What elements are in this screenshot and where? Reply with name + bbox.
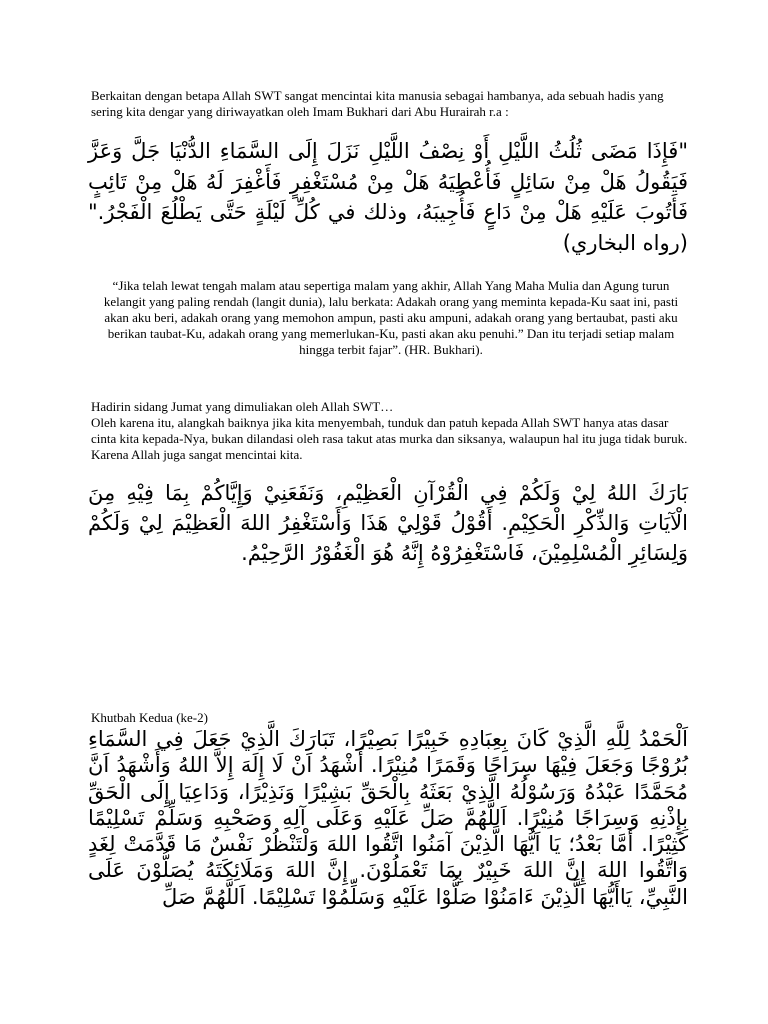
khutbah-arabic-text: اَلْحَمْدُ لِلَّهِ الَّذِيْ كَانَ بِعِبَادِهِ خَبِيْرًا بَصِيْرًا، تَبَارَكَ الَّذِيْ جَعَلَ فِي السَّمَاءِ بُرُوْجًا وَجَعَلَ فِيْهَا سِرَاجًا وَقَمَرًا مُنِيْرًا. أَشْهَدُ اَنْ لَا إِلَهَ إِلاَّ اللهُ وَأَشْهَدُ اَنَّ مُحَمَّدًا عَبْدُهُ وَرَسُوْلُهُ الَّذِيْ بَعَثَهُ بِالْحَقِّ بَشِيْرًا وَنَذِيْرًا، وَدَاعِيَا إِلَى الْحَقِّ بِإِذْنِهِ وَسِرَاجًا مُنِيْرًا. اَللَّهُمَّ صَلِّ عَلَيْهِ وَعَلَى آلِهِ وَصَحْبِهِ وَسَلِّمْ تَسْلِيْمًا كَثِيْرًا. أَمَّا بَعْدُ؛ يَا اَيُّهَا الَّذِيْنَ آمَنُوا اتَّقُوا اللهَ وَلْتَنْظُرْ نَفْسٌ مَا قَدَّمَتْ لِغَدٍ وَاتَّقُوا اللهَ إِنَّ اللهَ خَبِيْرٌ بِمَا تَعْمَلُوْنَ. إِنَّ اللهَ وَمَلَائِكَتَهُ يُصَلُّوْنَ عَلَى النَّبِيِّ، يَاأَيُّهَا الَّذِيْنَ ءَامَنُوْا صَلُّوْا عَلَيْهِ وَسَلِّمُوْا تَسْلِيْمًا. اَللَّهُمَّ صَلِّ xyxy=(88,727,688,909)
body-paragraph: Oleh karena itu, alangkah baiknya jika kita menyembah, tunduk dan patuh kepada Allah SWT hanya atas dasar cinta kita kepada-Nya, bukan dilandasi oleh rasa takut atas murka dan siksanya, walaupun hal itu juga tidak buruk. Karena Allah juga sangat mencintai kita. xyxy=(91,415,688,462)
hadith-translation-paragraph: “Jika telah lewat tengah malam atau sepertiga malam yang akhir, Allah Yang Maha Mulia dan Agung turun kelangit yang paling rendah (langit dunia), lalu berkata: Adakah orang yang meminta kepada-Ku saat ini, pasti akan aku beri, adakah orang yang memohon ampun, pasti aku ampuni, adakah orang yang bertaubat, pasti aku berikan taubat-Ku, adakah orang yang memerlukan-Ku, pasti akan aku penuhi.” Dan itu terjadi setiap malam hingga terbit fajar”. (HR. Bukhari). xyxy=(103,278,679,357)
hadirin-greeting: Hadirin sidang Jumat yang dimuliakan oleh Allah SWT… xyxy=(91,399,394,414)
doa-arabic-text: بَارَكَ اللهُ لِيْ وَلَكُمْ فِي الْقُرْآنِ الْعَظِيْمِ، وَنَفَعَنِيْ وَإِيَّاكُمْ بِمَا فِيْهِ مِنَ الْآيَاتِ وَالذِّكْرِ الْحَكِيْمِ. أَقُوْلُ قَوْلِيْ هَذَا وَأَسْتَغْفِرُ اللهَ الْعَظِيْمَ لِيْ وَلَكُمْ وَلِسَائِرِ الْمُسْلِمِيْنَ، فَاسْتَغْفِرُوْهُ إِنَّهُ هُوَ الْغَفُوْرُ الرَّحِيْمُ. xyxy=(88,481,688,565)
intro-paragraph: Berkaitan dengan betapa Allah SWT sangat mencintai kita manusia sebagai hambanya, ada sebuah hadis yang sering kita dengar yang diriwayatkan oleh Imam Bukhari dari Abu Hurairah r.a : xyxy=(91,88,664,119)
hadith-arabic-text: "فَإِذَا مَضَى ثُلُثُ اللَّيْلِ أَوْ نِصْفُ اللَّيْلِ نَزَلَ إِلَى السَّمَاءِ الدُّنْيَا جَلَّ وَعَزَّ فَيَقُولُ هَلْ مِنْ سَائِلٍ فَأُعْطِيَهُ هَلْ مِنْ مُسْتَغْفِرٍ فَأَغْفِرَ لَهُ هَلْ مِنْ تَائِبٍ فَأَتُوبَ عَلَيْهِ هَلْ مِنْ دَاعٍ فَأُجِيبَهُ، وذلك في كُلِّ لَيْلَةٍ حَتَّى يَطْلُعَ الْفَجْرُ." (رواه البخاري) xyxy=(88,139,688,255)
khutbah-kedua-heading: Khutbah Kedua (ke-2) xyxy=(91,710,208,725)
